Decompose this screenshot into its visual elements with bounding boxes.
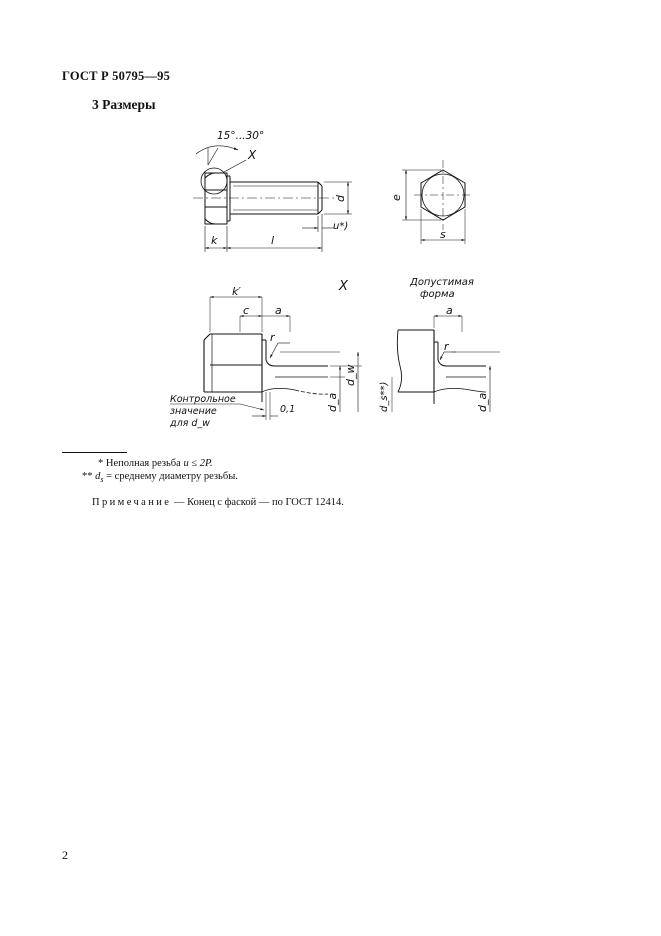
angle-label: 15°...30° xyxy=(217,130,265,142)
dim-l-label: l xyxy=(271,234,275,247)
control-value-line1: Контрольное xyxy=(170,394,236,405)
note-line xyxy=(92,497,344,508)
note-label: Примечание xyxy=(92,497,172,508)
alt-dim-r-label: r xyxy=(444,340,449,353)
alt-dim-a-label: a xyxy=(446,304,453,317)
control-value-line3: для d_w xyxy=(170,418,210,429)
alt-dim-da-label: d_a xyxy=(476,392,489,412)
dim-a-label: a xyxy=(275,304,282,317)
footnote-1 xyxy=(98,458,213,469)
dim-d-label: d xyxy=(334,195,347,202)
footnote-2-marker: ** xyxy=(82,471,93,482)
dim-01-label: 0,1 xyxy=(280,404,296,415)
bolt-end-view xyxy=(402,160,472,244)
alt-form-title-line2: форма xyxy=(420,289,455,300)
footnote-2-subscript: s xyxy=(100,475,104,485)
dim-e-label: e xyxy=(390,194,403,201)
alt-dim-ds-label: d_s**) xyxy=(379,381,390,412)
footnote-rule xyxy=(62,452,127,453)
dim-k-label: k xyxy=(211,234,218,247)
page-number: 2 xyxy=(62,848,68,862)
dim-k-prime-label: k′ xyxy=(232,285,241,298)
footnote-2 xyxy=(82,471,238,484)
note-text: — Конец с фаской — по ГОСТ 12414. xyxy=(173,497,344,508)
detail-x-title: X xyxy=(339,279,348,294)
footnote-2-text: = среднему диаметру резьбы. xyxy=(106,471,238,482)
footnote-1-text: * Неполная резьба xyxy=(98,458,181,469)
control-value-line2: значение xyxy=(170,406,217,417)
dim-c-label: c xyxy=(243,304,250,317)
footnote-2-symbol: d xyxy=(95,471,101,482)
section-title: 3 Размеры xyxy=(92,97,156,112)
dim-u-label: u*) xyxy=(333,221,349,232)
bolt-head-outline xyxy=(205,173,227,224)
dim-r-label: r xyxy=(270,331,275,344)
dim-da-label: d_a xyxy=(326,392,339,412)
dim-s-label: s xyxy=(440,228,446,241)
doc-header: ГОСТ Р 50795—95 xyxy=(62,69,171,83)
footnote-1-expr: u ≤ 2P. xyxy=(183,458,213,469)
dim-dw-label: d_w xyxy=(344,364,357,386)
detail-x-label: X xyxy=(248,148,257,162)
alt-form-title-line1: Допустимая xyxy=(410,277,474,288)
